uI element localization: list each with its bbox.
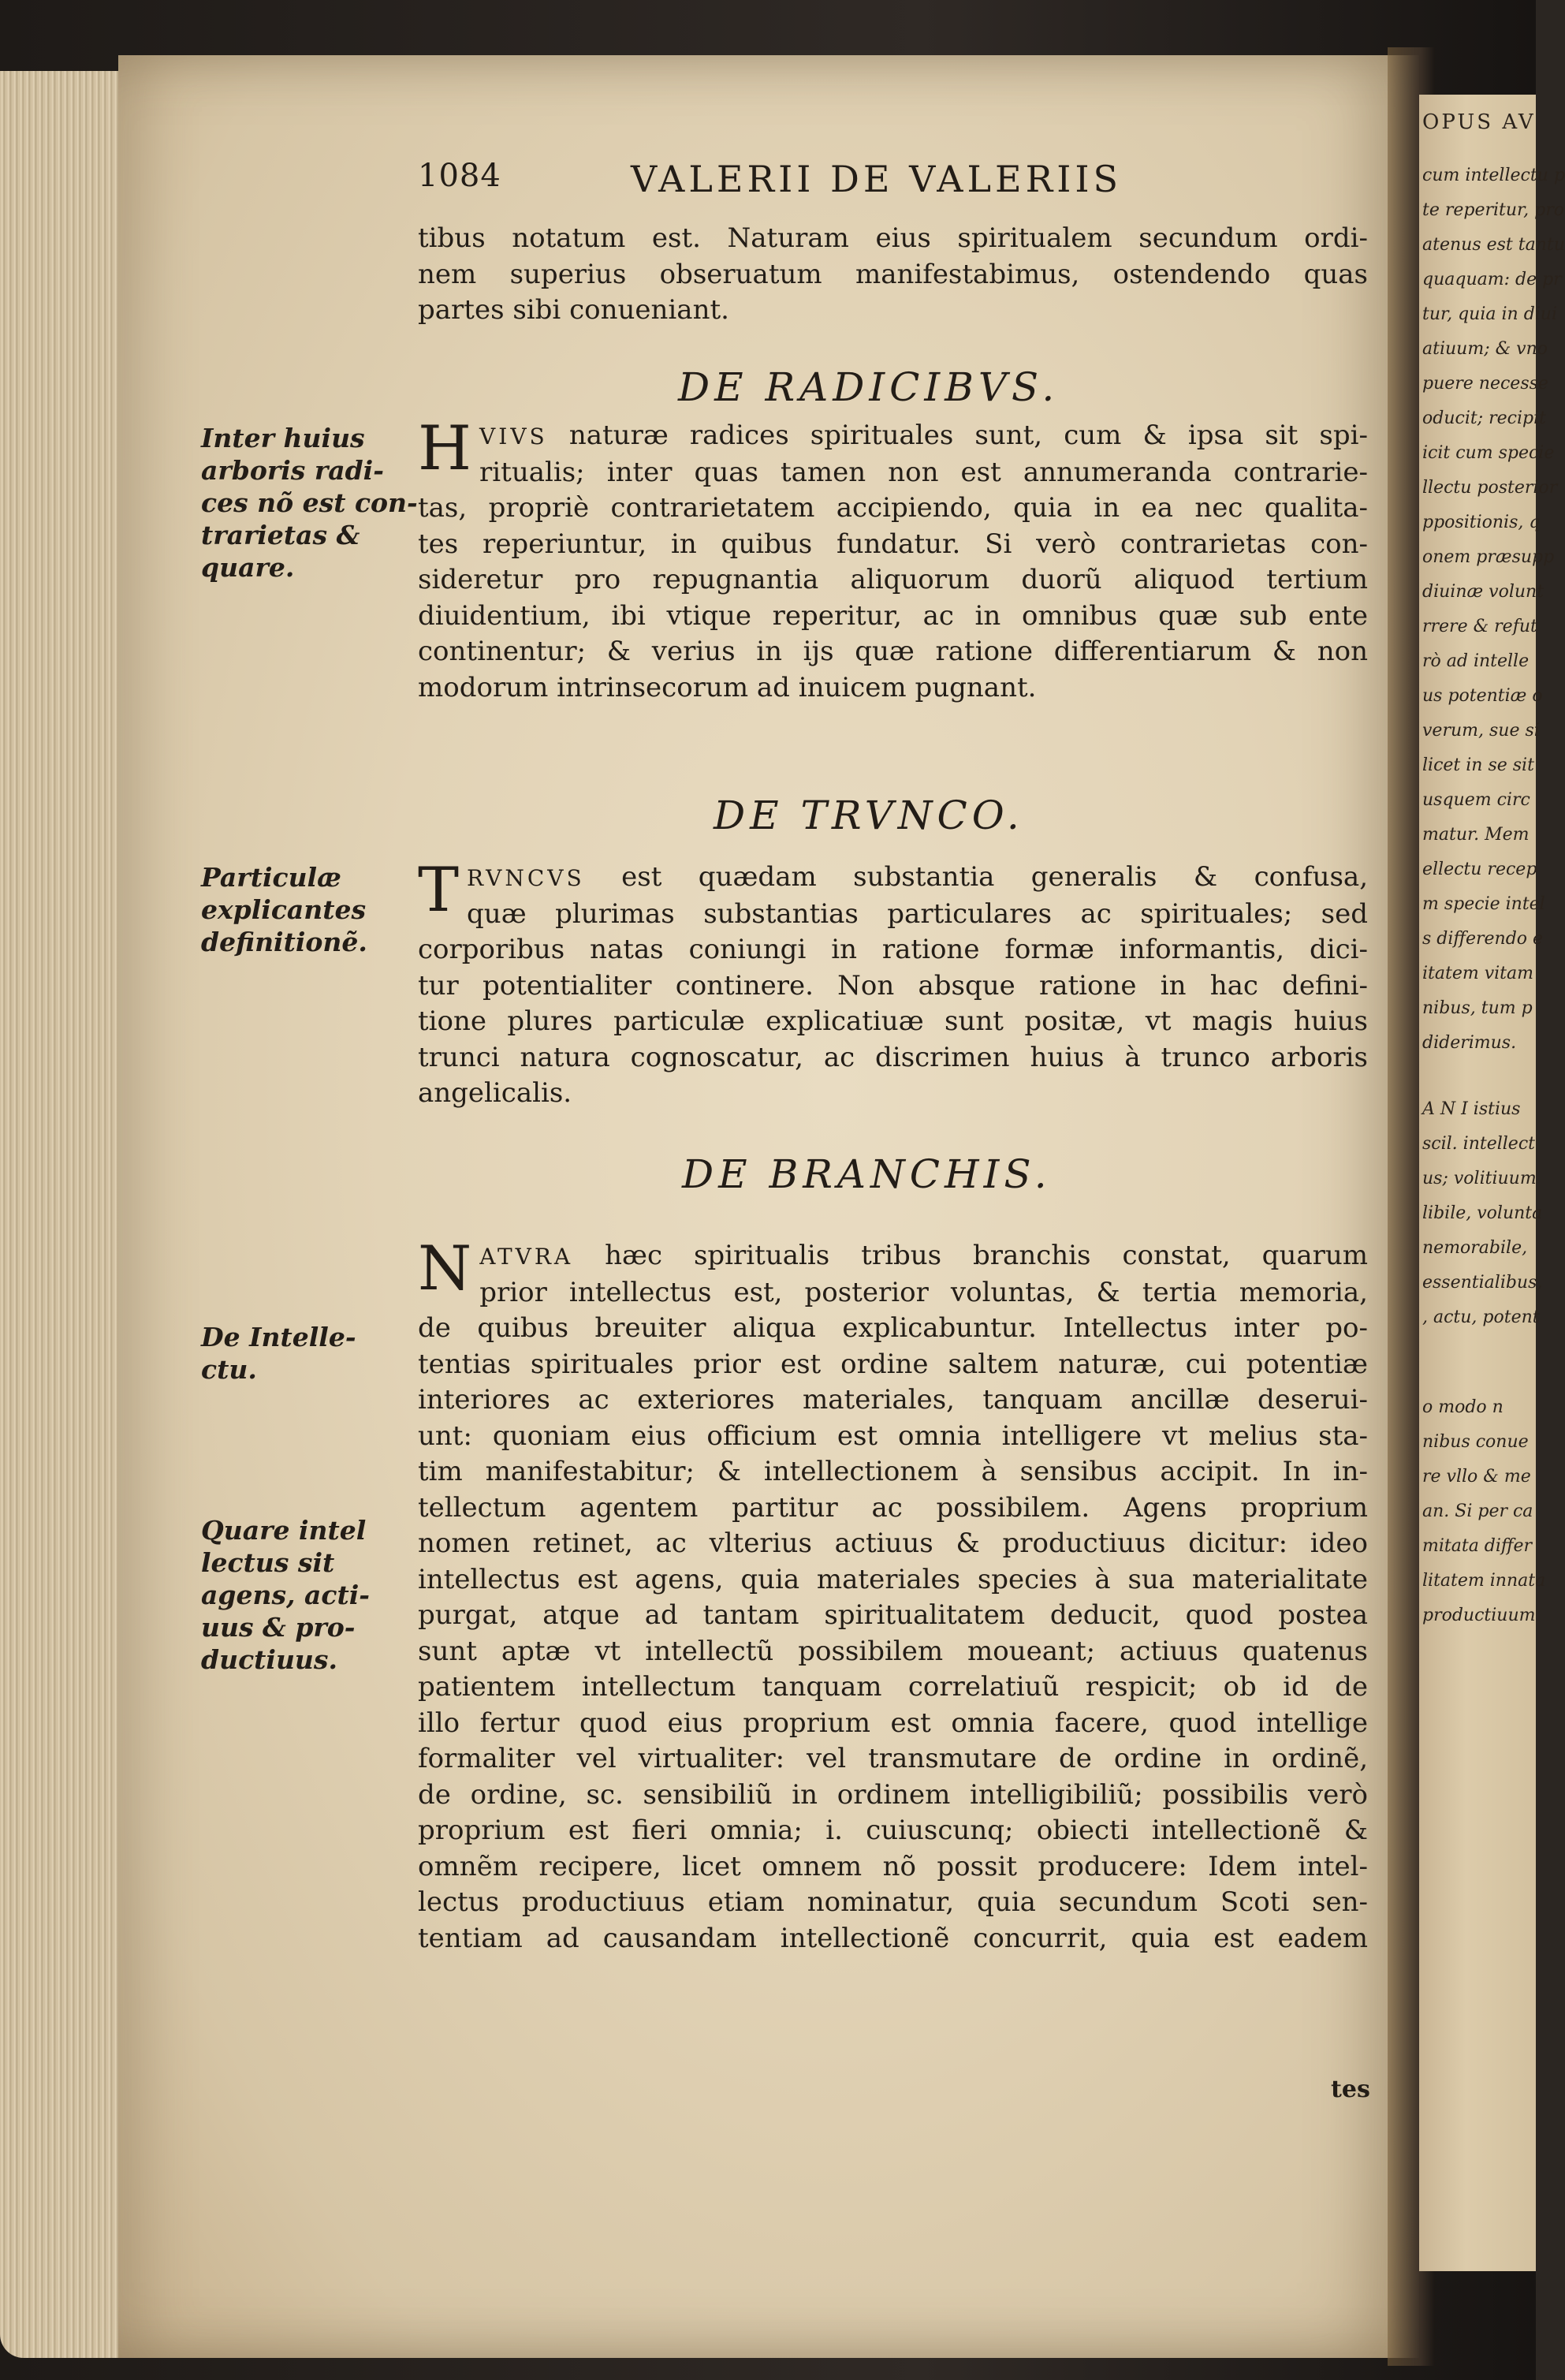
text-line: nomen retinet, ac vlterius actiuus & productiuus dicitur: ideo <box>418 1528 1368 1559</box>
text-line: modorum intrinsecorum ad inuicem pugnant. <box>418 671 1037 703</box>
facing-running-title: OPUS AV <box>1422 110 1536 134</box>
text-line: est quædam substantia generalis & confusa, <box>621 861 1368 893</box>
facing-page-line: quaquam: de pr <box>1422 270 1562 289</box>
text-line: lectus productiuus etiam nominatur, quia secundum Scoti sen- <box>418 1886 1368 1918</box>
text-line: de ordine, sc. sensibiliũ in ordinem intelligibiliũ; possibilis verò <box>418 1778 1368 1811</box>
text-line: trunci natura cognoscatur, ac discrimen huius à trunco arboris <box>418 1041 1368 1073</box>
margin-note-line: arboris radi- <box>201 455 384 486</box>
facing-page-line: matur. Mem <box>1422 825 1530 845</box>
facing-page-line: libile, volunta <box>1422 1203 1543 1223</box>
facing-page-line: re vllo & me <box>1422 1467 1531 1487</box>
margin-note-line: Inter huius <box>201 423 365 453</box>
text-line: sideretur pro repugnantia aliquorum duorũ aliquod tertium <box>418 564 1368 595</box>
text-line: sunt aptæ vt intellectũ possibilem moueant; actiuus quatenus <box>418 1635 1368 1667</box>
text-line: intellectus est agens, quia materiales species à sua materialitate <box>418 1563 1368 1595</box>
facing-page-line: atenus est tantu <box>1422 235 1565 255</box>
drop-initial: N <box>418 1233 472 1304</box>
facing-page-line: m specie intel <box>1422 894 1545 914</box>
margin-note-line: Quare intel <box>201 1515 367 1546</box>
text-line: quæ plurimas substantias particulares ac spirituales; sed <box>467 897 1368 930</box>
running-title: VALERII DE VALERIIS <box>631 158 1123 200</box>
text-line: diuidentium, ibi vtique reperitur, ac in omnibus quæ sub ente <box>418 599 1368 632</box>
margin-note-line: ductiuus. <box>201 1644 337 1675</box>
text-line: continentur; & verius in ijs quæ ratione differentiarum & non <box>418 636 1368 667</box>
facing-page-line: essentialibus, <box>1422 1273 1543 1293</box>
catchword: tes <box>1331 2076 1370 2103</box>
facing-page-line: oducit; recipit <box>1422 408 1546 428</box>
facing-page-line: diderimus. <box>1422 1033 1517 1053</box>
paragraph-branchis <box>418 1233 1368 1957</box>
text-line: patientem intellectum tanquam correlatiuũ respicit; ob id de <box>418 1671 1368 1703</box>
section-heading-radicibus: DE RADICIBVS. <box>678 364 1060 410</box>
facing-page-line: mitata differ <box>1422 1536 1533 1556</box>
text-line: tes reperiuntur, in quibus fundatur. Si verò contrarietas con- <box>418 528 1368 560</box>
facing-page-line: ellectu recep <box>1422 860 1537 879</box>
facing-page-line: onem præsupp <box>1422 547 1555 567</box>
text-line: nem superius obseruatum manifestabimus, ostendendo quas <box>418 258 1368 290</box>
text-line: tibus notatum est. Naturam eius spiritualem secundum ordi- <box>418 222 1368 254</box>
text-line: naturæ radices spirituales sunt, cum & ipsa sit spi- <box>568 420 1368 451</box>
facing-page-line: nibus, tum p <box>1422 998 1533 1018</box>
margin-note-line: ctu. <box>201 1354 257 1385</box>
facing-page-line: llectu posterior <box>1422 478 1558 498</box>
facing-page <box>1419 95 1565 2271</box>
facing-page-line: verum, sue si <box>1422 721 1540 740</box>
facing-page-line: te reperitur, pro <box>1422 200 1564 220</box>
text-line: proprium est fieri omnia; i. cuiuscunq; obiecti intellectionẽ & <box>418 1815 1368 1846</box>
section-heading-trunco: DE TRVNCO. <box>714 793 1024 838</box>
facing-page-line: us potentiæ o <box>1422 686 1543 706</box>
text-line: unt: quoniam eius officium est omnia intelligere vt melius sta- <box>418 1419 1368 1452</box>
text-line: tas, propriè contrarietatem accipiendo, quia in ea nec qualita- <box>418 492 1368 524</box>
margin-note-line: trarietas & <box>201 520 360 550</box>
text-line: angelicalis. <box>418 1077 572 1109</box>
lead-word: ATVRA <box>479 1244 574 1270</box>
facing-page-line: s differendo e <box>1422 929 1544 949</box>
facing-page-line: litatem innata <box>1422 1571 1546 1591</box>
facing-page-line: puere necesse <box>1422 374 1548 394</box>
text-line: tione plures particulæ explicatiuæ sunt positæ, vt magis huius <box>418 1005 1368 1037</box>
text-line: ritualis; inter quas tamen non est annumeranda contrarie- <box>479 456 1368 488</box>
margin-note-line: ces nõ est con- <box>201 487 418 518</box>
lead-word: RVNCVS <box>467 865 585 891</box>
text-line: prior intellectus est, posterior voluntas, & tertia memoria, <box>479 1276 1368 1308</box>
intro-paragraph <box>418 221 1368 329</box>
facing-page-line: productiuum <box>1422 1606 1536 1625</box>
text-line: tim manifestabitur; & intellectionem à sensibus accipit. In in- <box>418 1456 1368 1487</box>
paragraph-trunco <box>418 855 1368 1112</box>
text-line: de quibus breuiter aliqua explicabuntur. Intellectus inter po- <box>418 1312 1368 1344</box>
facing-page-line: cum intellectu p <box>1422 166 1565 185</box>
facing-page-line: nemorabile, <box>1422 1238 1528 1258</box>
page-number: 1084 <box>418 158 501 194</box>
margin-note <box>201 1514 406 1676</box>
facing-page-line: diuinæ volunt <box>1422 582 1545 602</box>
drop-initial: H <box>418 413 472 484</box>
facing-page-line: A N I istius <box>1422 1099 1521 1119</box>
margin-note-line: uus & pro- <box>201 1612 356 1643</box>
facing-page-line: tur, quia in diui <box>1422 304 1558 324</box>
section-heading-branchis: DE BRANCHIS. <box>682 1151 1052 1197</box>
facing-page-line: o modo n <box>1422 1397 1504 1417</box>
facing-page-line: nibus conue <box>1422 1432 1529 1452</box>
facing-page-line: an. Si per ca <box>1422 1501 1533 1521</box>
text-line: omnẽm recipere, licet omnem nõ possit producere: Idem intel- <box>418 1850 1368 1882</box>
facing-page-line: scil. intellect <box>1422 1134 1535 1154</box>
text-line: tentiam ad causandam intellectionẽ concurrit, quia est eadem <box>418 1922 1368 1954</box>
text-line: formaliter vel virtualiter: vel transmutare de ordine in ordinẽ, <box>418 1743 1368 1774</box>
margin-note <box>201 1321 406 1386</box>
facing-page-line: ppositionis, q <box>1422 513 1541 532</box>
margin-note-line: Particulæ <box>201 862 341 893</box>
text-line: tellectum agentem partitur ac possibilem. Agens proprium <box>418 1491 1368 1524</box>
facing-page-line: rrere & refut <box>1422 617 1537 636</box>
margin-note-line: explicantes <box>201 894 367 925</box>
margin-note-line: De Intelle- <box>201 1322 356 1352</box>
facing-page-line: rò ad intelle <box>1422 651 1530 671</box>
text-line: illo fertur quod eius proprium est omnia facere, quod intellige <box>418 1707 1368 1739</box>
margin-note <box>201 861 406 958</box>
facing-page-line: us; volitiuum <box>1422 1169 1537 1188</box>
text-line: partes sibi conueniant. <box>418 294 729 326</box>
text-line: tentias spirituales prior est ordine saltem naturæ, cui potentiæ <box>418 1348 1368 1380</box>
text-line: hæc spiritualis tribus branchis constat, quarum <box>605 1240 1368 1271</box>
margin-note <box>201 422 418 584</box>
margin-note-line: agens, acti- <box>201 1580 370 1610</box>
drop-initial: T <box>418 855 460 926</box>
facing-page-line: atiuum; & vno <box>1422 339 1548 359</box>
text-line: interiores ac exteriores materiales, tanquam ancillæ deserui- <box>418 1384 1368 1416</box>
facing-page-line: icit cum specie <box>1422 443 1555 463</box>
margin-note-line: quare. <box>201 552 295 583</box>
lead-word: VIVS <box>479 423 548 450</box>
facing-page-line: usquem circ <box>1422 790 1530 810</box>
text-line: purgat, atque ad tantam spiritualitatem deducit, quod postea <box>418 1599 1368 1631</box>
facing-page-line: licet in se sit <box>1422 755 1534 775</box>
facing-page-line: , actu, potent <box>1422 1308 1540 1327</box>
margin-note-line: lectus sit <box>201 1547 335 1578</box>
margin-note-line: definitionẽ. <box>201 927 367 957</box>
text-line: tur potentialiter continere. Non absque ratione in hac defini- <box>418 969 1368 1002</box>
facing-page-line: itatem vitam <box>1422 964 1533 983</box>
text-line: corporibus natas coniungi in ratione formæ informantis, dici- <box>418 934 1368 965</box>
paragraph-radicibus <box>418 413 1368 706</box>
